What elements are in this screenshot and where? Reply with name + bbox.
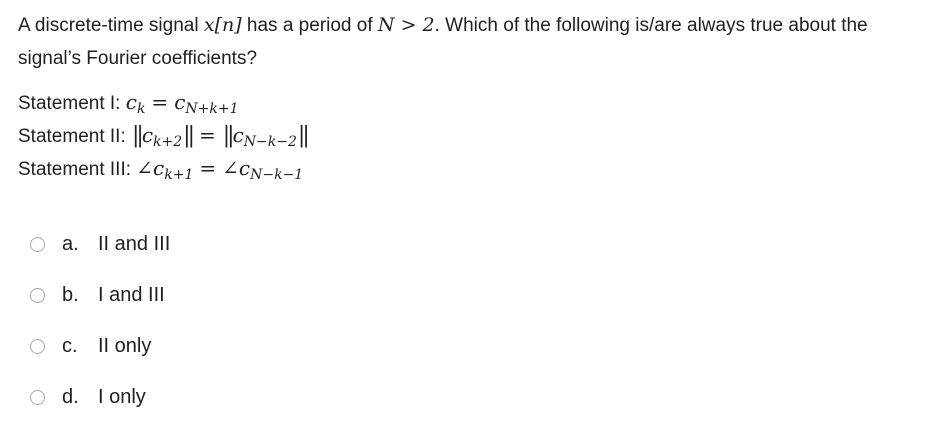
equation-rhs-subscript: N−k−1 xyxy=(250,167,304,183)
radio-button-icon[interactable] xyxy=(30,390,45,405)
statement-equation xyxy=(131,123,308,150)
option-letter: a. xyxy=(62,233,79,255)
period-condition: N > 2 xyxy=(377,14,435,36)
option-text[interactable]: I only xyxy=(98,386,146,408)
radio-button-icon[interactable] xyxy=(30,339,45,354)
equals-sign: = xyxy=(151,90,169,114)
equation-rhs-subscript: N+k+1 xyxy=(185,101,239,117)
radio-button-icon[interactable] xyxy=(30,237,45,252)
option-text[interactable]: II and III xyxy=(98,233,171,255)
option-a[interactable] xyxy=(30,219,170,270)
equation-lhs: c xyxy=(141,123,154,147)
statement-equation xyxy=(125,90,239,117)
statements-list xyxy=(18,86,308,185)
norm-bar-icon: || xyxy=(297,123,307,148)
question-mid: has a period of xyxy=(241,15,378,36)
equation-lhs-subscript: k+1 xyxy=(164,167,194,183)
option-text[interactable]: I and III xyxy=(98,284,165,306)
equation-lhs-subscript: k xyxy=(136,101,146,117)
radio-button-icon[interactable] xyxy=(30,288,45,303)
answer-options xyxy=(30,219,170,423)
statement-label: Statement I: xyxy=(18,93,121,114)
question-text xyxy=(18,9,933,75)
equation-rhs: c xyxy=(174,90,186,114)
statement-2 xyxy=(18,119,308,152)
statement-label: Statement III: xyxy=(18,159,131,180)
option-b[interactable] xyxy=(30,270,170,321)
norm-bar-icon: || xyxy=(183,123,192,148)
equation-lhs: ∠c xyxy=(136,156,165,180)
equation-lhs-subscript: k+2 xyxy=(153,134,183,150)
equation-lhs: c xyxy=(125,90,137,114)
statement-equation xyxy=(136,156,304,183)
option-letter: c. xyxy=(62,335,78,357)
statement-1 xyxy=(18,86,308,119)
option-d[interactable] xyxy=(30,372,170,423)
option-letter: d. xyxy=(62,386,79,408)
statement-label: Statement II: xyxy=(18,126,126,147)
equation-rhs: ∠c xyxy=(222,156,251,180)
statement-3 xyxy=(18,152,308,185)
question-suffix: . Which of the following is/are always true about the signal’s Fourier coefficients? xyxy=(18,15,868,69)
equals-sign: = xyxy=(199,123,216,147)
equation-rhs-subscript: N−k−2 xyxy=(243,134,297,150)
signal-expression: x[n] xyxy=(203,14,242,36)
equation-rhs: c xyxy=(232,123,244,147)
question-prefix: A discrete-time signal xyxy=(18,15,204,36)
norm-bar-icon: || xyxy=(222,123,232,148)
norm-bar-icon: || xyxy=(132,123,141,148)
option-text[interactable]: II only xyxy=(98,335,152,357)
equals-sign: = xyxy=(199,156,217,180)
option-letter: b. xyxy=(62,284,79,306)
option-c[interactable] xyxy=(30,321,170,372)
